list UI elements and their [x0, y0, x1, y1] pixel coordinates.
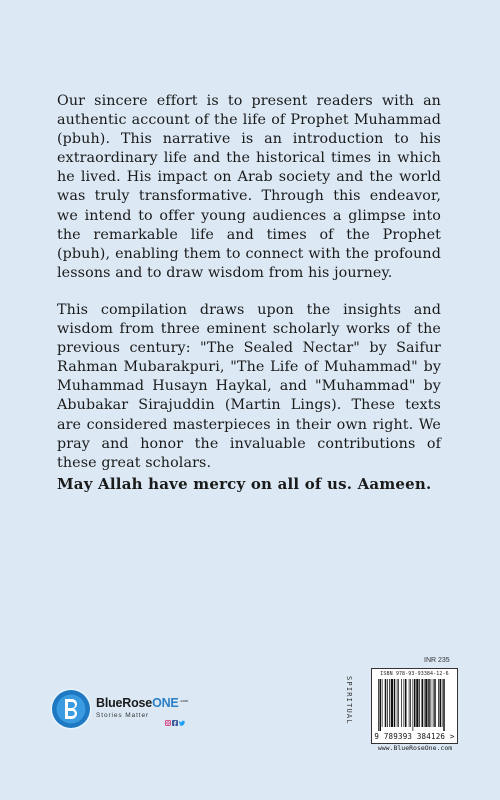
twitter-icon[interactable]	[179, 720, 185, 726]
isbn-label: ISBN 978-93-93384-12-6	[380, 671, 449, 677]
publisher-name-accent: ONE	[152, 696, 179, 710]
publisher-website[interactable]: www.BlueRoseOne.com	[377, 744, 453, 752]
blurb-paragraph-1: Our sincere effort is to present readers with an authentic account of the life of Prophet Muhammad (pbuh). This narrative is an introduction to his extraordinary life and the historical times in which he lived. His impact on Arab society and the world was truly transformative. Through this endeavor, we intend to offer young audiences a glimpse into the remarkable life and times of the Prophet (pbuh), enabling them to connect with the profound lessons and to draw wisdom from his journey.	[57, 93, 441, 281]
closing-prayer: May Allah have mercy on all of us. Aameen.	[57, 474, 432, 493]
publisher-name-suffix: .com	[179, 697, 189, 703]
genre-label: SPIRITUAL	[345, 676, 353, 725]
social-icons	[165, 720, 185, 726]
barcode-bars	[378, 679, 451, 731]
facebook-icon[interactable]	[172, 720, 178, 726]
publisher-tagline: Stories Matter	[96, 712, 150, 719]
publisher-logo	[50, 688, 200, 732]
blurb	[57, 92, 441, 494]
barcode-digits: 9 789393 384126 >	[374, 732, 455, 741]
instagram-icon[interactable]	[165, 720, 171, 726]
blurb-paragraph-2: This compilation draws upon the insights and wisdom from three eminent scholarly works of the previous century: "The Sealed Nectar" by Saifur Rahman Mubarakpuri, "The Life of Muhammad" by Muhammad Husayn Haykal, and "Muhammad" by Abubakar Sirajuddin (Martin Lings). These texts are considered masterpieces in their own right. We pray and honor the invaluable contributions of these great scholars.	[57, 301, 441, 471]
isbn-barcode	[371, 668, 458, 744]
publisher-name	[96, 696, 188, 710]
price-label: INR 235	[424, 657, 450, 664]
publisher-name-main: BlueRose	[96, 696, 153, 710]
bluerose-badge-icon	[50, 688, 92, 730]
